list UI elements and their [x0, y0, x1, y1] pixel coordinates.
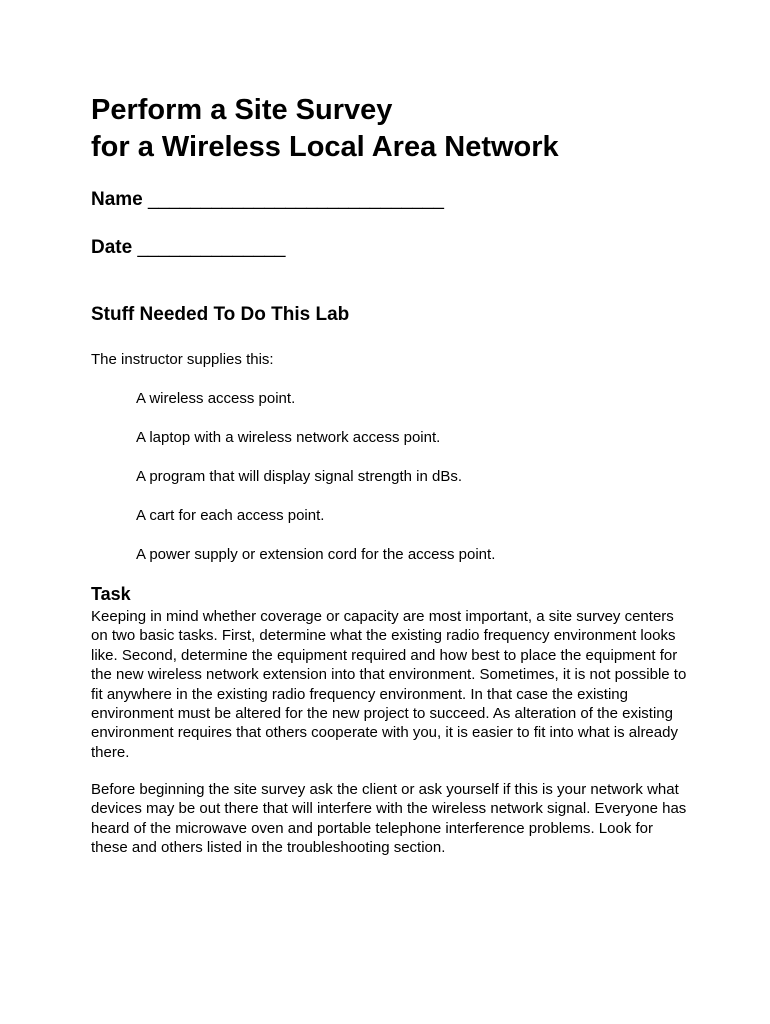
task-paragraph-1: Keeping in mind whether coverage or capacity are most important, a site survey centers on two basic tasks. First, determine what the existing radio frequency environment looks like. Second, determine the equipment required and how best to place the equipment for the new wireless network extension into that environment. Sometimes, it is not possible to fit anywhere in the existing radio frequency environment. In that case the existing environment must be altered for the new project to succeed. As alteration of the existing environment requires that others cooperate with you, it is easier to fit into what is already there. [91, 608, 687, 761]
date-field [91, 236, 285, 260]
supply-item: A laptop with a wireless network access point. [136, 429, 441, 446]
task-heading: Task [91, 584, 131, 604]
supply-item: A program that will display signal strength in dBs. [136, 468, 462, 485]
title-line-2: for a Wireless Local Area Network [91, 131, 559, 163]
task-paragraph-2: Before beginning the site survey ask the client or ask yourself if this is your network what devices may be out there that will interfere with the wireless network signal. Everyone has heard of the microwave oven and portable telephone interference problems. Look for these and others listed in the troubleshooting section. [91, 781, 687, 857]
section-heading-stuff-needed: Stuff Needed To Do This Lab [91, 304, 350, 325]
document-title [91, 92, 559, 166]
intro-text: The instructor supplies this: [91, 351, 274, 368]
supply-item: A cart for each access point. [136, 507, 325, 524]
name-field [91, 188, 444, 212]
name-label: Name [91, 189, 143, 210]
name-blank-line: ____________________________ [148, 189, 444, 210]
date-blank-line: ______________ [137, 237, 286, 258]
supply-list [136, 389, 495, 584]
supply-item: A power supply or extension cord for the access point. [136, 546, 496, 563]
supply-item: A wireless access point. [136, 390, 296, 407]
date-label: Date [91, 237, 133, 258]
title-line-1: Perform a Site Survey [91, 94, 393, 126]
